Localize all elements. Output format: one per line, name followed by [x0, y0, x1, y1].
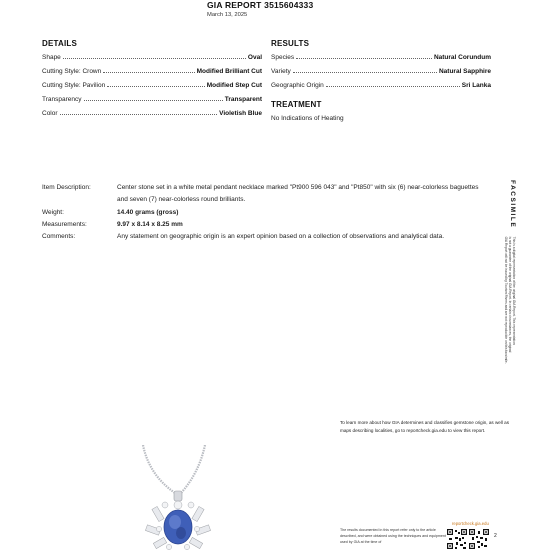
results-label: Geographic Origin — [271, 82, 324, 89]
details-value: Transparent — [224, 96, 262, 103]
dot-leader — [326, 86, 460, 87]
report-title: GIA REPORT 3515604333 — [207, 0, 314, 10]
details-section — [42, 39, 262, 117]
dot-leader — [296, 58, 432, 59]
description-value: 14.40 grams (gross) — [117, 209, 179, 216]
facsimile-line: This is a digital representation of the original GIA Report. This representation — [512, 236, 516, 345]
description-value: 9.97 x 8.14 x 8.25 mm — [117, 221, 183, 228]
description-label: Item Description: — [42, 184, 91, 191]
results-value: Natural Sapphire — [438, 68, 491, 75]
description-label: Measurements: — [42, 221, 87, 228]
dot-leader — [293, 72, 437, 73]
details-label: Color — [42, 110, 58, 117]
facsimile-notes — [504, 237, 516, 364]
details-label: Shape — [42, 54, 61, 61]
details-heading: DETAILS — [42, 39, 78, 48]
results-label: Species — [271, 54, 295, 61]
description-row — [42, 231, 492, 243]
facsimile-heading: FACSIMILE — [509, 180, 516, 229]
description-value: Any statement on geographic origin is an expert opinion based on a collection of observations and analytical data. — [117, 233, 445, 240]
details-row — [42, 80, 262, 89]
results-label: Variety — [271, 68, 291, 75]
details-row — [42, 94, 262, 103]
details-value: Modified Step Cut — [206, 82, 262, 89]
description-table — [42, 182, 492, 243]
description-label: Weight: — [42, 209, 64, 216]
results-row — [271, 52, 491, 61]
qr-code-icon[interactable] — [469, 529, 489, 549]
treatment-heading: TREATMENT — [271, 100, 322, 109]
details-label: Transparency — [42, 96, 82, 103]
description-row — [42, 207, 492, 219]
details-label: Cutting Style: Crown — [42, 68, 102, 75]
results-row — [271, 80, 491, 89]
dot-leader — [84, 100, 223, 101]
details-row — [42, 66, 262, 75]
dot-leader — [107, 86, 205, 87]
results-section — [271, 39, 491, 89]
facsimile-rotated — [498, 180, 516, 364]
results-row — [271, 66, 491, 75]
dot-leader — [103, 72, 194, 73]
results-heading: RESULTS — [271, 39, 310, 48]
dot-leader — [63, 58, 246, 59]
description-row — [42, 219, 492, 231]
details-row — [42, 52, 262, 61]
report-date: March 13, 2025 — [207, 12, 248, 18]
facsimile-line: GIA Report will not be issued by Tourism Rivers and are not reproducible on this facsimile. — [504, 236, 508, 364]
page-number: 2 — [494, 533, 497, 539]
description-value: Center stone set in a white metal pendant necklace marked "Pt900 596 043" and "Pt850" with six (6) near-colorless baguettes and seven (7) near-colorless round brilliants. — [117, 184, 479, 203]
details-row — [42, 108, 262, 117]
description-row — [42, 182, 492, 206]
pendant-image — [135, 445, 225, 550]
learn-more-text: To learn more about how GIA determines and classifies gemstone origin, as well as maps describing localities, go to reportcheck.gia.edu to view this report. — [340, 420, 510, 433]
dot-leader — [60, 114, 218, 115]
disclaimer-text: The results documented in this report refer only to the article described, and were obtained using the techniques and equipment used by GIA at the time of — [340, 528, 446, 544]
facsimile-line: is not a guarantee of the original GIA Report. In certain circumstances, the original — [508, 236, 512, 353]
reportcheck-link[interactable]: reportcheck.gia.edu — [452, 521, 489, 526]
details-value: Violetish Blue — [219, 110, 262, 117]
qr-code-icon[interactable] — [447, 529, 467, 549]
details-label: Cutting Style: Pavilion — [42, 82, 106, 89]
results-value: Sri Lanka — [461, 82, 491, 89]
facsimile-block — [504, 180, 516, 380]
details-value: Oval — [247, 54, 262, 61]
description-label: Comments: — [42, 233, 76, 240]
details-value: Modified Brilliant Cut — [196, 68, 262, 75]
results-value: Natural Corundum — [433, 54, 491, 61]
treatment-text: No Indications of Heating — [271, 115, 344, 122]
